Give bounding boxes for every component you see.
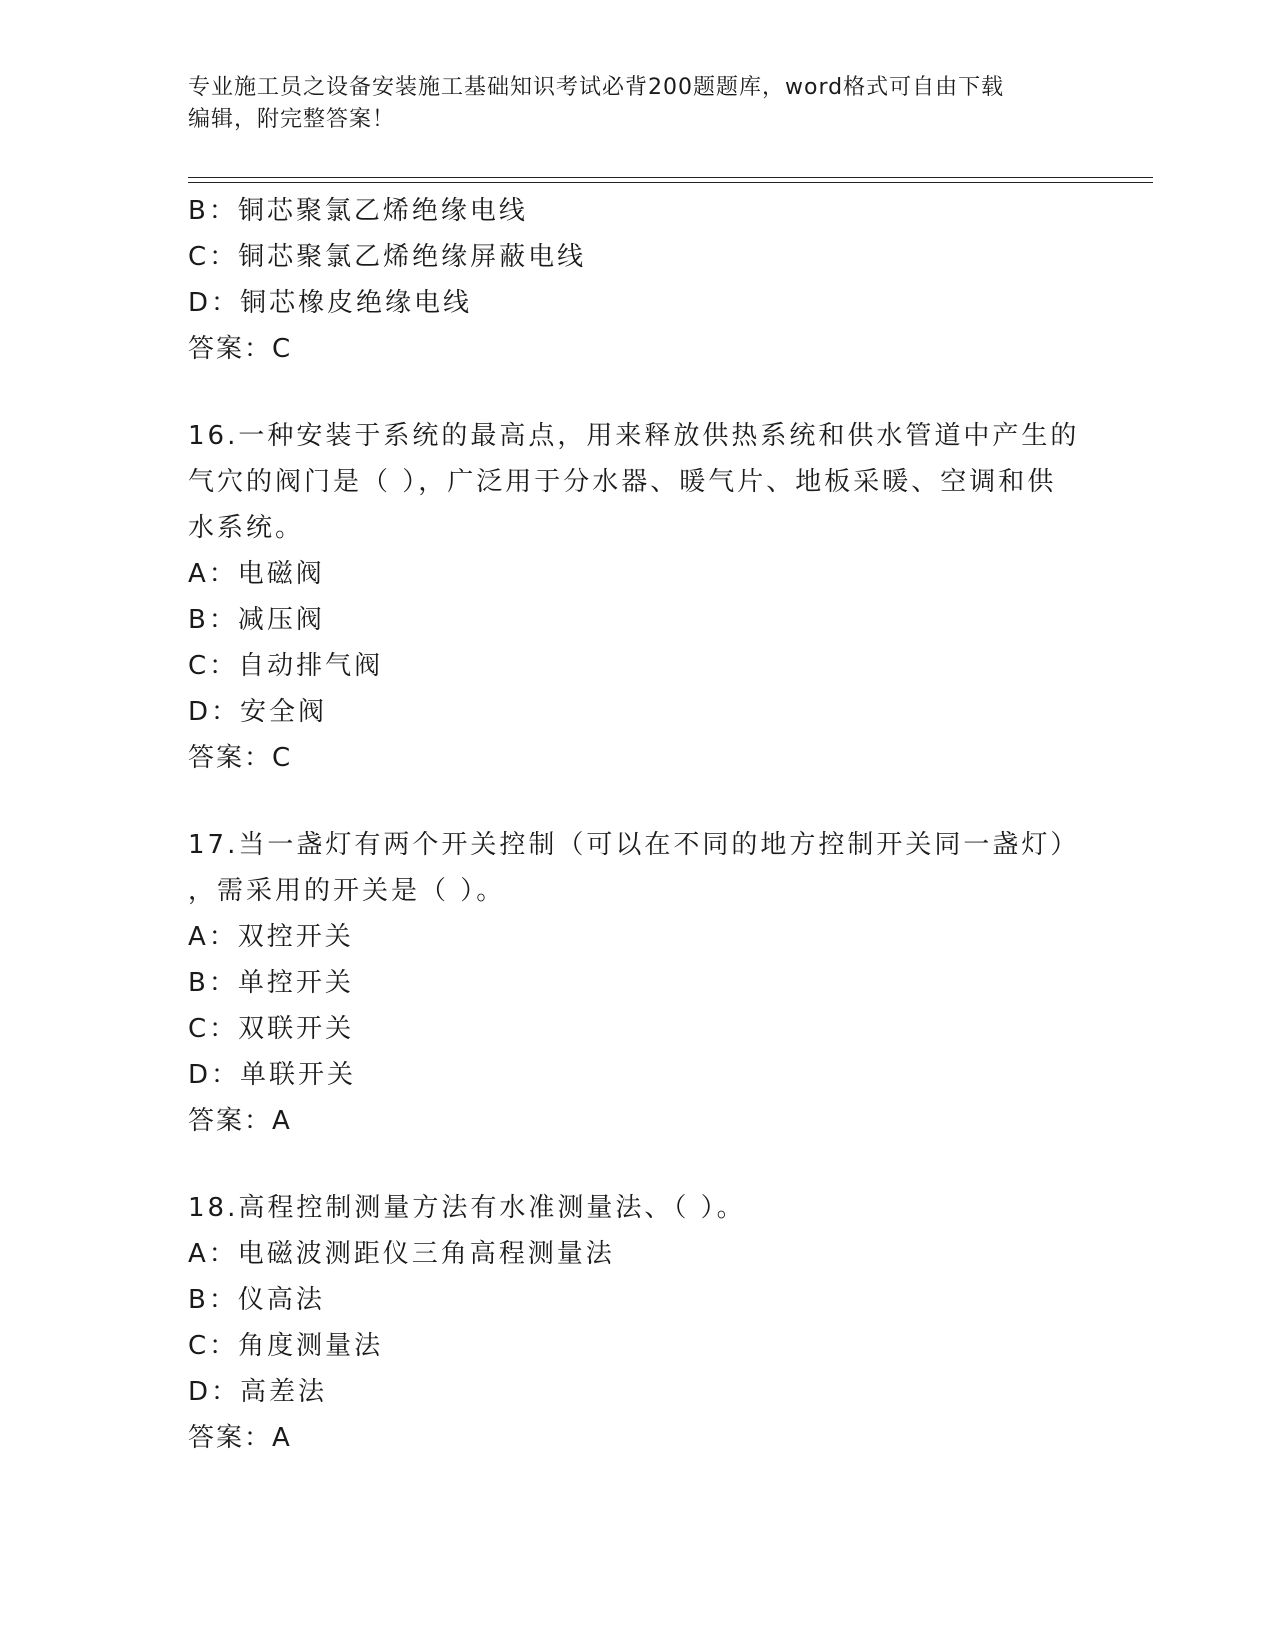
answer-line: 答案：A (188, 1423, 292, 1453)
answer-line: 答案：A (188, 1106, 292, 1136)
question-stem-line: 18.高程控制测量方法有水准测量法、（ ）。 (188, 1193, 746, 1223)
header-title-line-1: 专业施工员之设备安装施工基础知识考试必背200题题库，word格式可自由下载 (188, 75, 1005, 100)
header-divider-top (188, 177, 1153, 178)
question-list (188, 188, 1153, 1461)
question-stem-line: 气穴的阀门是（ ），广泛用于分水器、暖气片、地板采暖、空调和供 (188, 467, 1057, 497)
option-a: A：电磁波测距仪三角高程测量法 (188, 1239, 615, 1269)
option-d: D：高差法 (188, 1377, 328, 1407)
document-header (188, 72, 1088, 136)
option-b: B：单控开关 (188, 968, 354, 998)
option-a: A：双控开关 (188, 922, 354, 952)
question-15-continued (188, 188, 1153, 372)
option-b: B：减压阀 (188, 605, 325, 635)
option-d: D：单联开关 (188, 1060, 357, 1090)
spacer (188, 372, 1153, 413)
option-a: A：电磁阀 (188, 559, 325, 589)
option-b: B：仪高法 (188, 1285, 325, 1315)
option-b: B：铜芯聚氯乙烯绝缘电线 (188, 196, 528, 226)
question-18 (188, 1185, 1153, 1461)
answer-line: 答案：C (188, 334, 293, 364)
question-stem-line: 水系统。 (188, 513, 305, 543)
spacer (188, 781, 1153, 822)
option-d: D：安全阀 (188, 697, 328, 727)
question-16 (188, 413, 1153, 781)
spacer (188, 1144, 1153, 1185)
answer-line: 答案：C (188, 743, 293, 773)
question-17 (188, 822, 1153, 1144)
question-stem-line: 17.当一盏灯有两个开关控制（可以在不同的地方控制开关同一盏灯） (188, 830, 1080, 860)
option-c: C：铜芯聚氯乙烯绝缘屏蔽电线 (188, 242, 587, 272)
header-title-line-2: 编辑，附完整答案！ (188, 107, 396, 132)
option-c: C：角度测量法 (188, 1331, 384, 1361)
question-stem-line: 16.一种安装于系统的最高点，用来释放供热系统和供水管道中产生的 (188, 421, 1080, 451)
question-stem-line: ，需采用的开关是（ ）。 (188, 876, 506, 906)
header-divider-bottom (188, 182, 1153, 183)
option-c: C：双联开关 (188, 1014, 355, 1044)
option-d: D：铜芯橡皮绝缘电线 (188, 288, 473, 318)
option-c: C：自动排气阀 (188, 651, 384, 681)
